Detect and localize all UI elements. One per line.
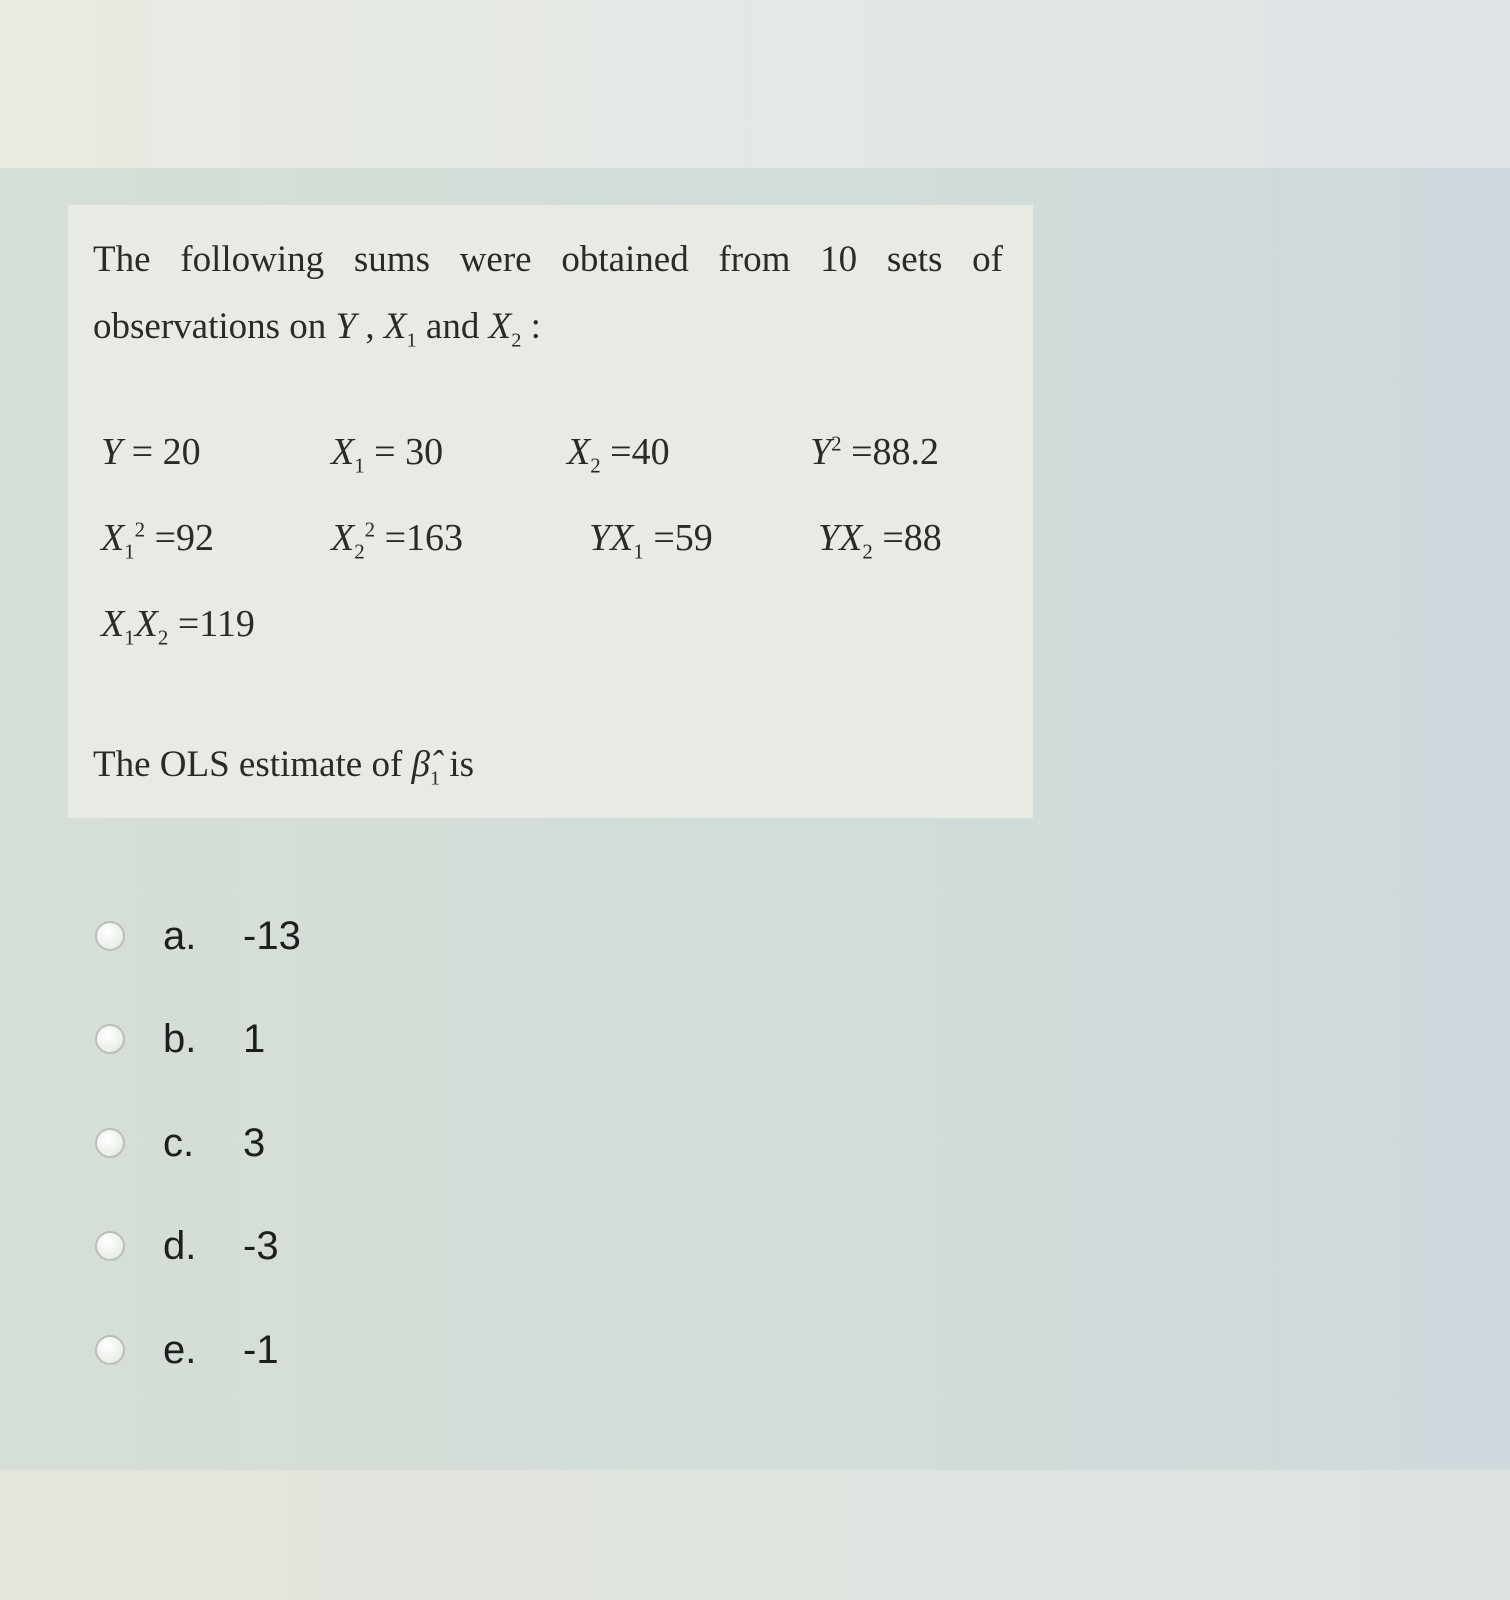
- answer-option-e[interactable]: [95, 1325, 279, 1375]
- intro-word: sets: [886, 239, 943, 280]
- intro-and: and: [416, 306, 489, 347]
- sum-x1: $X_1 = 30$: [331, 431, 444, 478]
- intro-colon: :: [521, 306, 541, 347]
- intro-word: 10: [820, 239, 858, 280]
- intro-word: of: [972, 239, 1003, 280]
- option-value: 1: [243, 1016, 266, 1061]
- radio-button[interactable]: [95, 1231, 125, 1261]
- sum-x1x2: $X_1X_2 =119$: [101, 603, 255, 650]
- sum-yx1: $YX_1 =59$: [589, 517, 713, 564]
- sum-x2: $X_2 =40$: [567, 431, 670, 478]
- sum-x1-squared: $X_1^2 =92$: [101, 517, 215, 564]
- intro-text: observations on: [93, 306, 336, 347]
- option-letter: b.: [163, 1016, 197, 1061]
- bottom-background: [0, 1470, 1510, 1600]
- intro-word: following: [180, 239, 325, 280]
- sum-y: Y = 20: [101, 431, 201, 473]
- option-value: -3: [243, 1223, 279, 1268]
- var-x1: X: [383, 306, 407, 347]
- sum-yx2: $YX_2 =88$: [818, 517, 942, 564]
- question-intro-line-1: [93, 238, 1003, 281]
- answer-option-c[interactable]: [95, 1118, 266, 1168]
- option-letter: e.: [163, 1327, 197, 1372]
- top-background: [0, 0, 1510, 168]
- var-x2-subscript: 2: [511, 329, 522, 352]
- answer-option-b[interactable]: [95, 1014, 266, 1064]
- option-letter: a.: [163, 913, 197, 958]
- var-x2: X: [488, 306, 512, 347]
- option-letter: d.: [163, 1223, 197, 1268]
- var-y: Y: [335, 306, 357, 347]
- sum-x2-squared: $X_2^2 =163$: [331, 517, 464, 564]
- question-intro-line-2: [93, 305, 541, 352]
- answer-option-d[interactable]: [95, 1221, 279, 1271]
- option-value: -1: [243, 1327, 279, 1372]
- intro-word: from: [718, 239, 791, 280]
- intro-comma: ,: [356, 306, 384, 347]
- intro-word: The: [93, 239, 151, 280]
- intro-word: obtained: [561, 239, 689, 280]
- question-prompt: The OLS estimate of $\betâ_1$ is: [93, 744, 475, 790]
- radio-button[interactable]: [95, 921, 125, 951]
- radio-button[interactable]: [95, 1024, 125, 1054]
- beta-hat: β̂: [411, 744, 430, 785]
- var-x1-subscript: 1: [406, 329, 417, 352]
- radio-button[interactable]: [95, 1128, 125, 1158]
- option-letter: c.: [163, 1120, 195, 1165]
- option-value: -13: [243, 913, 301, 958]
- option-value: 3: [243, 1120, 266, 1165]
- intro-word: were: [459, 239, 532, 280]
- radio-button[interactable]: [95, 1335, 125, 1365]
- sum-y-squared: $Y^2 =88.2$: [810, 431, 940, 473]
- beta-subscript: 1: [429, 767, 441, 790]
- intro-word: sums: [353, 239, 430, 280]
- answer-option-a[interactable]: [95, 911, 301, 961]
